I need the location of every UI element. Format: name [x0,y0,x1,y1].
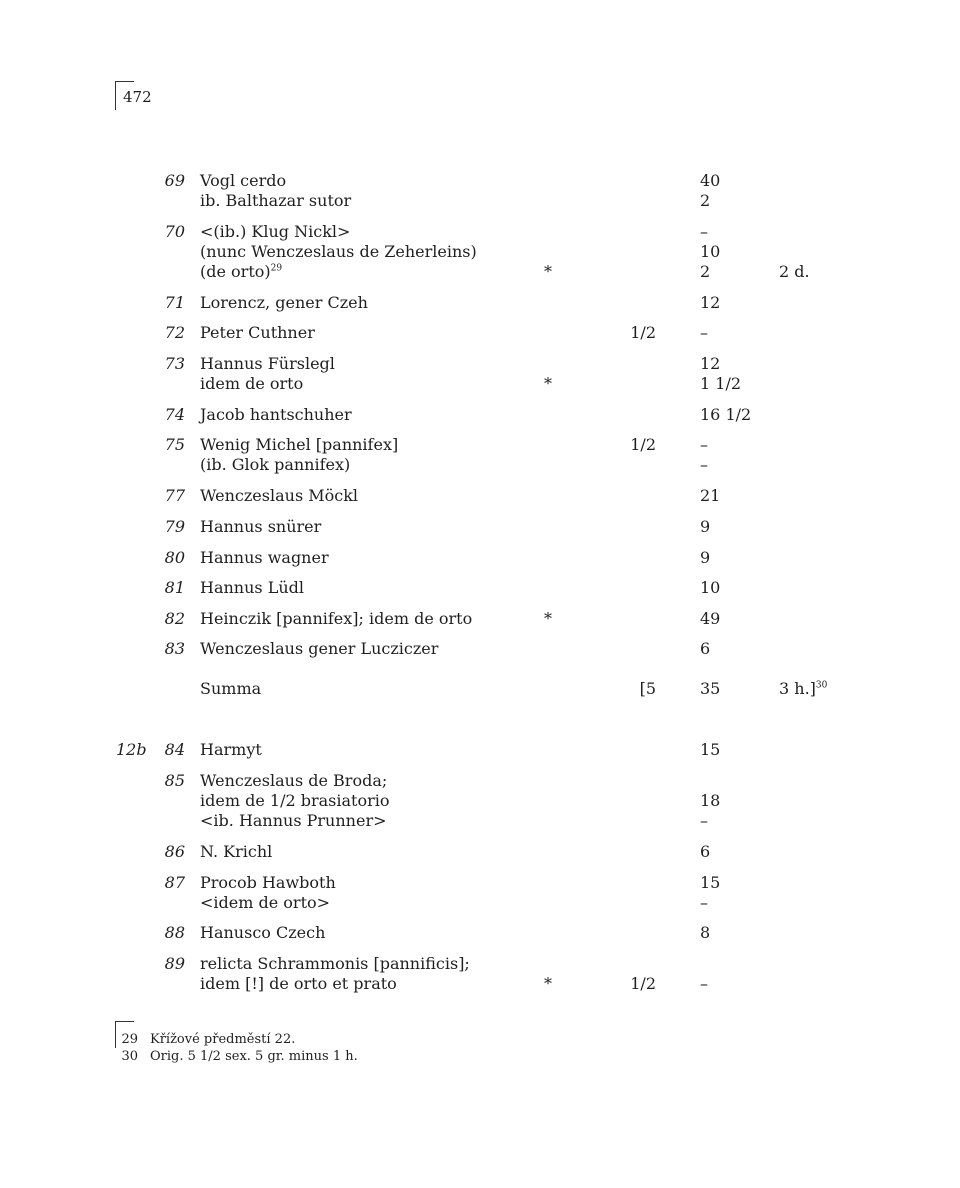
entry-name: Peter Cuthner [200,323,315,342]
entry-number: 75 [164,435,185,454]
entry-name: Lorencz, gener Czeh [200,293,368,312]
entry-name: <idem de orto> [200,893,331,912]
footnote-number: 30 [121,1049,138,1064]
entry-name: Hannus Fürslegl [200,354,335,373]
table-row [0,679,960,699]
entry-number: 84 [164,740,185,759]
half-value: 1/2 [630,435,656,454]
entry-name: Hannus Lüdl [200,578,304,597]
entry-name: Hannus snürer [200,517,322,536]
grosch-value: 8 [700,923,711,942]
grosch-value: 2 [700,262,711,281]
table-row [0,578,960,598]
entry-name: ib. Balthazar sutor [200,191,352,210]
table-row [0,323,960,343]
grosch-value: 9 [700,548,711,567]
footnote-text: Křížové předměstí 22. [150,1032,296,1047]
table-row [0,842,960,862]
table-row [0,486,960,506]
table-row [0,354,960,374]
table-row [0,374,960,394]
grosch-value: – [700,974,708,993]
orchard-marker: * [544,374,552,393]
table-row [0,455,960,475]
entry-name: <(ib.) Klug Nickl> [200,222,351,241]
entry-name: N. Krichl [200,842,273,861]
extra-value: 3 h.]$^{30}$ [779,679,828,698]
half-value: [5 [639,679,656,698]
grosch-value: 21 [700,486,721,505]
entry-number: 77 [164,486,185,505]
entry-number: 82 [164,609,185,628]
table-row [0,954,960,974]
table-row [0,191,960,211]
entry-name: idem de orto [200,374,304,393]
grosch-value: 12 [700,354,721,373]
grosch-value: 15 [700,873,721,892]
entry-number: 79 [164,517,185,536]
entry-name: Procob Hawboth [200,873,336,892]
grosch-value: 10 [700,578,721,597]
entry-number: 86 [164,842,185,861]
entry-number: 85 [164,771,185,790]
table-row [0,873,960,893]
grosch-value: – [700,455,708,474]
table-row [0,923,960,943]
table-row [0,171,960,191]
half-value: 1/2 [630,974,656,993]
entry-number: 83 [164,639,185,658]
table-row [0,435,960,455]
half-value: 1/2 [630,323,656,342]
grosch-value: 12 [700,293,721,312]
table-row [0,893,960,913]
grosch-value: 2 [700,191,711,210]
entry-name: Wenczeslaus gener Lucziczer [200,639,439,658]
table-row [0,222,960,242]
table-row [0,517,960,537]
page-number: 472 [123,88,152,106]
grosch-value: – [700,811,708,830]
entry-number: 80 [164,548,185,567]
grosch-value: 49 [700,609,721,628]
footnote-ref: 29 [270,263,283,274]
orchard-marker: * [544,262,552,281]
entry-name: Hannus wagner [200,548,329,567]
table-row [0,811,960,831]
table-row [0,242,960,262]
grosch-value: – [700,893,708,912]
entry-name: relicta Schrammonis [pannificis]; [200,954,470,973]
table-row [0,262,960,282]
table-row [0,771,960,791]
entry-number: 72 [164,323,185,342]
entry-name: Heinczik [pannifex]; idem de orto [200,609,473,628]
entry-number: 81 [164,578,185,597]
table-row [0,974,960,994]
table-row [0,293,960,313]
grosch-value: 6 [700,842,711,861]
grosch-value: – [700,222,708,241]
entry-name: Wenczeslaus de Broda; [200,771,388,790]
grosch-value: 1 1/2 [700,374,742,393]
grosch-value: 6 [700,639,711,658]
entry-name: Jacob hantschuher [200,405,352,424]
entry-name: Summa [200,679,262,698]
entry-name: (de orto) [200,262,271,281]
grosch-value: – [700,323,708,342]
entry-number: 73 [164,354,185,373]
entry-number: 69 [164,171,185,190]
entry-number: 89 [164,954,185,973]
entry-name: Hanusco Czech [200,923,326,942]
footnote-number: 29 [121,1032,138,1047]
table-row [0,639,960,659]
entry-name: <ib. Hannus Prunner> [200,811,387,830]
grosch-value: 15 [700,740,721,759]
entry-number: 70 [164,222,185,241]
extra-value: 2 d. [779,262,810,281]
orchard-marker: * [544,609,552,628]
footnote-text: Orig. 5 1/2 sex. 5 gr. minus 1 h. [150,1049,358,1064]
entry-name: (ib. Glok pannifex) [200,455,351,474]
orchard-marker: * [544,974,552,993]
grosch-value: – [700,435,708,454]
entry-name: Vogl cerdo [200,171,287,190]
folio-marker: 12b [116,740,147,759]
entry-number: 87 [164,873,185,892]
table-row [0,405,960,425]
grosch-value: 9 [700,517,711,536]
table-row [0,791,960,811]
grosch-value: 35 [700,679,721,698]
grosch-value: 16 1/2 [700,405,752,424]
entry-name: Wenczeslaus Möckl [200,486,359,505]
entry-name: Harmyt [200,740,262,759]
entry-number: 71 [164,293,185,312]
entry-name: idem [!] de orto et prato [200,974,397,993]
grosch-value: 10 [700,242,721,261]
entry-number: 88 [164,923,185,942]
entry-name: Wenig Michel [pannifex] [200,435,399,454]
table-row [0,548,960,568]
grosch-value: 18 [700,791,721,810]
entry-number: 74 [164,405,185,424]
table-row [0,740,960,760]
footnote-ref: 30 [815,680,828,691]
entry-name: (nunc Wenczeslaus de Zeherleins) [200,242,477,261]
grosch-value: 40 [700,171,721,190]
entry-name-wrap [200,262,282,282]
entry-name: idem de 1/2 brasiatorio [200,791,390,810]
table-row [0,609,960,629]
